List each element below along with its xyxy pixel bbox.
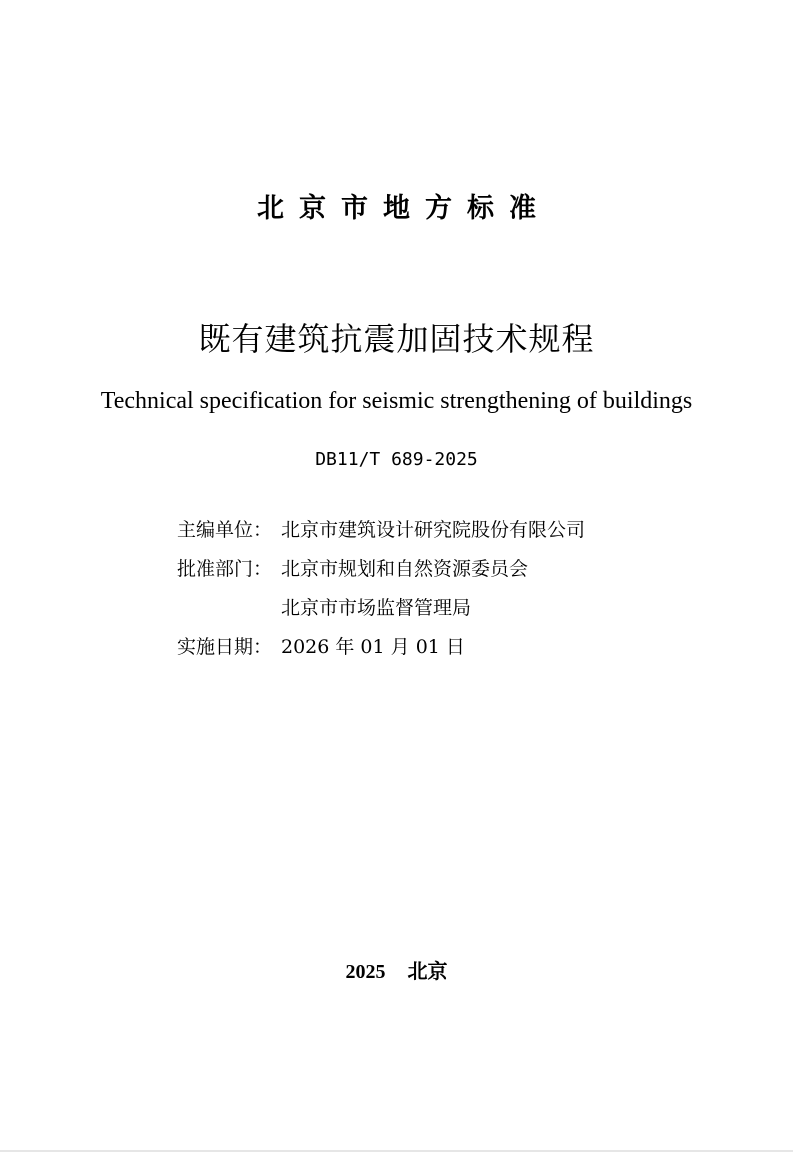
editor-label: 主编单位： [177,519,273,541]
document-title-en: Technical specification for seismic strengthening of buildings [100,388,693,414]
approval-value-2: 北京市市场监督管理局 [281,597,472,619]
approval-label-spacer [177,593,281,632]
document-title-zh: 既有建筑抗震加固技术规程 [198,320,595,358]
approval-row-continued [177,593,585,632]
publication-footer [0,955,793,984]
approval-value-1: 北京市规划和自然资源委员会 [281,558,529,580]
publication-place: 北京 [407,961,448,983]
approval-label: 批准部门： [177,558,273,580]
standard-type-heading: 北京市地方标准 [257,193,551,224]
effective-date-value: 2026 年 01 月 01 日 [281,636,465,658]
standard-code: DB11/T 689-2025 [315,449,478,470]
approval-row [177,554,585,593]
effective-date-label: 实施日期： [177,636,273,658]
publication-year: 2025 [345,961,386,983]
effective-date-row [177,632,585,671]
page-bottom-divider [0,1150,793,1152]
editor-row [177,515,585,554]
document-info-block [177,515,585,671]
editor-value: 北京市建筑设计研究院股份有限公司 [281,519,586,541]
